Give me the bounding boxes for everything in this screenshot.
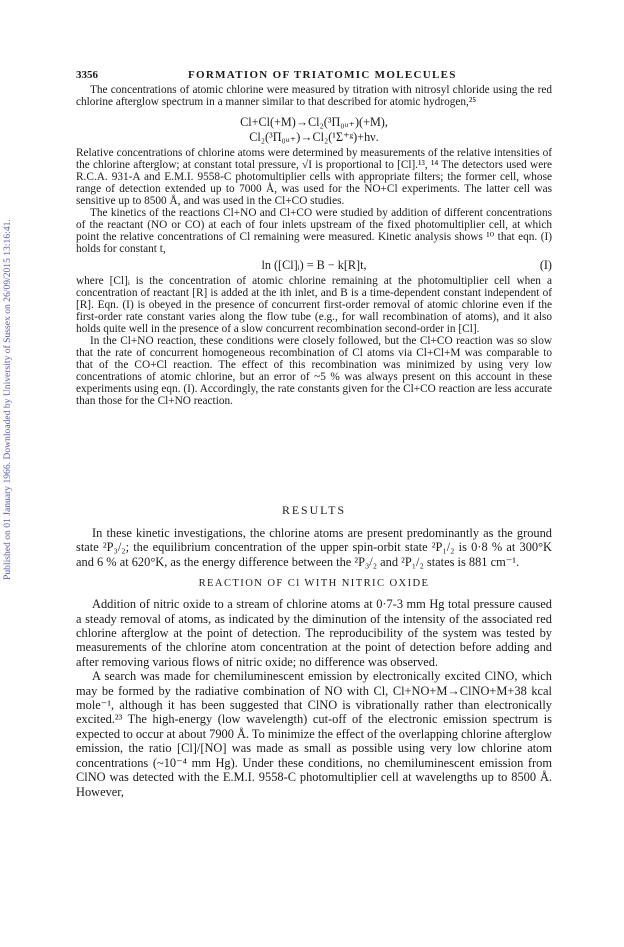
equation-rate-law-body: ln ([Cl]ᵢ) = B − k[R]t, — [261, 258, 367, 273]
equation-rate-law — [76, 258, 552, 273]
page-number: 3356 — [76, 69, 98, 81]
download-watermark — [2, 150, 16, 580]
paragraph-recombination: In the Cl+NO reaction, these conditions were closely followed, but the Cl+CO reaction was so slow that the rate of concurrent homogeneous recombination of Cl atoms via Cl+Cl+M was comparable to that of the CO+Cl reaction. The effect of this recombination was minimized by using very low concentrations of atomic chlorine, but an error of ~5 % was always present on this account in these experiments using eqn. (I). Accordingly, the rate constants given for the Cl+CO reaction are less accurate than those for the Cl+NO reaction. — [76, 335, 552, 408]
paragraph-eqn-explanation: where [Cl]ᵢ is the concentration of atomic chlorine remaining at the photomultiplier cell when a concentration of reactant [R] is added at the ith inlet, and B is a time-dependent constant independent of [R]. Eqn. (I) is obeyed in the presence of concurrent first-order removal of atomic chlorine even if the first-order rate constant varies along the flow tube (e.g., for wall recombination of atoms), and it also holds quite well in the presence of a slow concurrent recombination second-order in [Cl]. — [76, 275, 552, 336]
download-watermark-text: Published on 01 January 1966. Downloaded by University of Sussex on 26/09/2015 13:16:41. — [2, 219, 13, 580]
equation-afterglow-1: Cl+Cl(+M)→Cl₂(³Π₀ᵤ₊)(+M), — [240, 114, 388, 129]
equation-number: (I) — [539, 258, 552, 273]
paragraph-chemiluminescence: A search was made for chemiluminescent emission by electronically excited ClNO, which may be formed by the radiative combination of NO with Cl, Cl+NO+M→ClNO+M+38 kcal mole⁻¹, although it has been suggested that ClNO is vibrationally rather than electronically excited.²³ The high-energy (low wavelength) cut-off of the electronic emission spectrum is expected to occur at about 7900 Å. To minimize the effect of the overlapping chlorine afterglow emission, the ratio [Cl]/[NO] was made as small as possible using very low chlorine atom concentrations (~10⁻⁴ mm Hg). Under these conditions, no chemiluminescent emission from ClNO was detected with the E.M.I. 9558-C photomultiplier cell at wavelengths up to 8500 Å. However, — [76, 669, 553, 799]
results-section — [76, 503, 552, 799]
running-header — [76, 69, 552, 83]
paragraph-titration: The concentrations of atomic chlorine were measured by titration with nitrosyl chloride using the red chlorine afterglow spectrum in a manner similar to that described for atomic hydrogen,²⁵ — [76, 84, 552, 108]
methods-section — [76, 85, 552, 408]
paragraph-kinetics: The kinetics of the reactions Cl+NO and Cl+CO were studied by addition of different concentrations of the reactant (NO or CO) at each of four inlets upstream of the fixed photomultiplier cell, at which point the relative concentrations of Cl remaining were measured. Kinetic analysis shows ¹⁰ that eqn. (I) holds for constant t, — [76, 206, 552, 255]
paragraph-nitric-oxide: Addition of nitric oxide to a stream of chlorine atoms at 0·7-3 mm Hg total pressure caused a steady removal of atoms, as indicated by the diminution of the intensity of the associated red chlorine afterglow at the point of detection. The reproducibility of the system was tested by measurements of the chlorine atom concentration at the point of detection before adding and after removing various flows of nitric oxide; no difference was observed. — [76, 597, 552, 669]
subsection-heading: REACTION OF Cl WITH NITRIC OXIDE — [198, 578, 430, 590]
paragraph-detectors: Relative concentrations of chlorine atoms were determined by measurements of the relative intensities of the chlorine afterglow; at constant total pressure, √I is proportional to [Cl].¹³, ¹⁴ The detectors used were R.C.A. 931-A and E.M.I. 9558-C photomultiplier cells with appropriate filters; the former cell, whose range of detection extended up to 7000 Å, was used for the NO+Cl experiments. The latter cell was sensitive up to 8500 Å, and was used in the Cl+CO studies. — [76, 146, 552, 207]
paragraph-spin-orbit: In these kinetic investigations, the chlorine atoms are present predominantly as the ground state ²P₃/₂; the equilibrium concentration of the upper spin-orbit state ²P₁/₂ is 0·8 % at 300°K and 6 % at 620°K, as the energy difference between the ²P₃/₂ and ²P₁/₂ states is 881 cm⁻¹. — [76, 526, 552, 569]
equation-afterglow-2: Cl₂(³Π₀ᵤ₊)→Cl₂(¹Σ⁺ᵍ)+hν. — [249, 129, 379, 144]
running-title: FORMATION OF TRIATOMIC MOLECULES — [188, 69, 457, 81]
results-heading: RESULTS — [281, 503, 347, 517]
